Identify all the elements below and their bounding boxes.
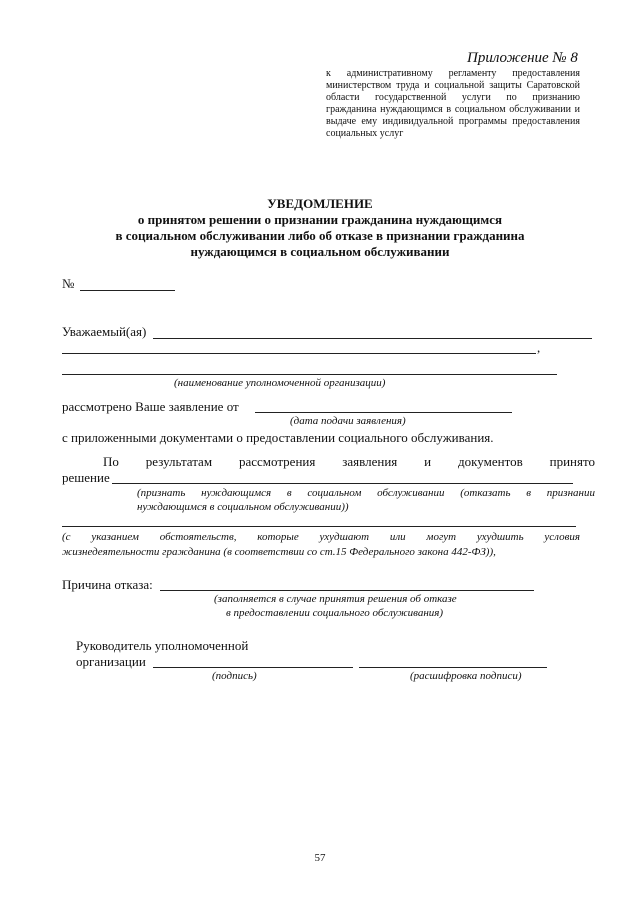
comma: ,	[537, 340, 541, 355]
recipient-name-field-2[interactable]	[62, 353, 536, 354]
greeting-label: Уважаемый(ая)	[62, 324, 147, 339]
date-hint: (дата подачи заявления)	[290, 415, 406, 427]
document-subtitle-line-2: в социальном обслуживании либо об отказе в признании гражданина	[115, 228, 525, 243]
circumstances-hint-2: жизнедеятельности гражданина (в соответствии со ст.15 Федерального закона 442-ФЗ)),	[62, 546, 496, 558]
organization-hint: (наименование уполномоченной организации)	[174, 377, 386, 389]
signature-hint: (подпись)	[212, 670, 257, 682]
signature-decoding-field[interactable]	[359, 667, 547, 668]
document-subtitle-line-3: нуждающимся в социальном обслуживании	[190, 244, 450, 259]
refusal-reason-field[interactable]	[160, 590, 534, 591]
decision-field[interactable]	[112, 483, 573, 484]
annex-title: Приложение № 8	[467, 50, 578, 66]
decision-label: решение	[62, 470, 110, 485]
head-label-line-1: Руководитель уполномоченной	[76, 638, 249, 653]
organization-field[interactable]	[62, 374, 557, 375]
number-field[interactable]	[80, 290, 175, 291]
application-date-field[interactable]	[255, 412, 512, 413]
refusal-hint-2: в предоставлении социального обслуживания)	[226, 607, 444, 619]
signature-field[interactable]	[153, 667, 353, 668]
circumstances-field[interactable]	[62, 526, 576, 527]
page-number: 57	[314, 852, 326, 864]
documents-text: с приложенными документами о предоставлении социального обслуживания.	[62, 430, 494, 445]
decision-text: По результатам рассмотрения заявления и документов принято	[103, 454, 595, 469]
number-label: №	[62, 276, 75, 291]
decision-hint-1: (признать нуждающимся в социальном обслуживании (отказать в признании	[137, 487, 595, 499]
document-title: УВЕДОМЛЕНИЕ	[267, 196, 373, 211]
decision-hint-2: нуждающимся в социальном обслуживании))	[137, 501, 349, 513]
reviewed-label: рассмотрено Ваше заявление от	[62, 399, 239, 414]
refusal-label: Причина отказа:	[62, 577, 153, 592]
decoding-hint: (расшифровка подписи)	[410, 670, 522, 682]
refusal-hint-1: (заполняется в случае принятия решения об отказе	[214, 593, 457, 605]
head-label-line-2: организации	[76, 654, 146, 669]
circumstances-hint-1: (с указанием обстоятельств, которые ухудшают или могут ухудшить условия	[62, 531, 580, 543]
recipient-name-field[interactable]	[153, 338, 592, 339]
annex-text: к административному регламенту предоставления министерством труда и социальной защиты Саратовской области государственной услуги по признанию гражданина нуждающимся в социальном обслуживании и выдаче ему индивидуальной программы предоставления социальных услуг	[326, 68, 580, 139]
document-subtitle-line-1: о принятом решении о признании гражданина нуждающимся	[137, 212, 503, 227]
